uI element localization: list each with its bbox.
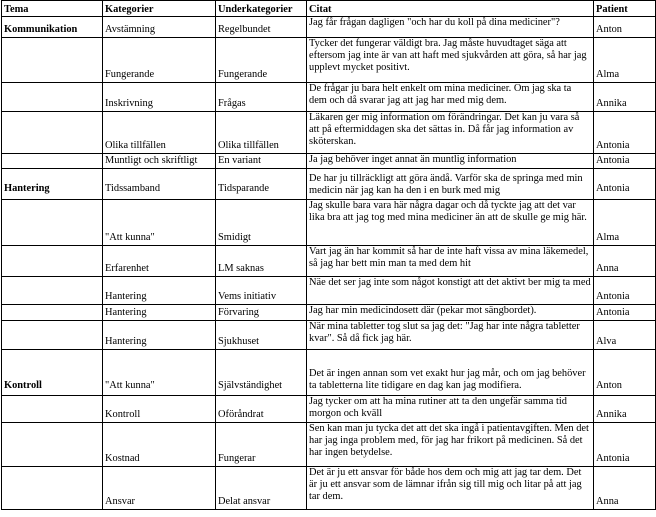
patient-cell: Antonia [594,169,656,200]
table-row [2,112,656,154]
tema-empty-cell [2,38,103,83]
kategori-cell: Olika tillfällen [103,112,216,154]
table-row [2,277,656,305]
header-row [2,1,656,17]
header-tema: Tema [2,1,103,17]
underkategori-cell: Oföråndrat [216,396,307,423]
tema-empty-cell [2,305,103,321]
tema-empty-cell [2,246,103,277]
table-row [2,200,656,246]
underkategori-cell: LM saknas [216,246,307,277]
underkategori-cell: Olika tillfällen [216,112,307,154]
citat-cell: Sen kan man ju tycka det att det ska ingå i patientavgiften. Men det har jag inga problem med, för jag har frikort på medicinen. Så det har ingen betydelse. [307,423,594,467]
underkategori-cell: Delat ansvar [216,467,307,510]
citat-cell: Vart jag än har kommit så har de inte haft vissa av mina läkemedel, så jag har bett min man ta med dem hit [307,246,594,277]
citat-cell: Läkaren ger mig information om förändringar. Det kan ju vara så att på eftermiddagen ska det sättas in. Då får jag information av sköterskan. [307,112,594,154]
patient-cell: Annika [594,83,656,112]
kategori-cell: Avstämning [103,17,216,38]
kategori-cell: Ansvar [103,467,216,510]
citat-cell: Jag skulle bara vara här några dagar och då tyckte jag att det var lika bra att jag tog med mina mediciner än att de skulle ge mig här. [307,200,594,246]
table-row [2,83,656,112]
citat-cell: Jag tycker om att ha mina rutiner att ta den ungefär samma tid morgon och kväll [307,396,594,423]
table-row [2,321,656,350]
kategori-cell: Fungerande [103,38,216,83]
citat-cell: Näe det ser jag inte som något konstigt att det aktivt ber mig ta med [307,277,594,305]
patient-cell: Anton [594,350,656,396]
table-row [2,350,656,396]
patient-cell: Alma [594,38,656,83]
patient-cell: Alva [594,321,656,350]
table-row [2,169,656,200]
tema-cell: Kontroll [2,350,103,396]
underkategori-cell: Fungerar [216,423,307,467]
tema-cell: Kommunikation [2,17,103,38]
kategori-cell: Hantering [103,321,216,350]
patient-cell: Annika [594,396,656,423]
kategori-cell: Hantering [103,277,216,305]
table-row [2,154,656,169]
kategori-cell: Erfarenhet [103,246,216,277]
citat-cell: Jag får frågan dagligen "och har du koll på dina mediciner"? [307,17,594,38]
patient-cell: Antonia [594,423,656,467]
citat-cell: Jag har min medicindosett där (pekar mot sängbordet). [307,305,594,321]
header-citat: Citat [307,1,594,17]
patient-cell: Antonia [594,112,656,154]
table-row [2,423,656,467]
citat-cell: När mina tabletter tog slut sa jag det: "Jag har inte några tabletter kvar". Så då fick jag här. [307,321,594,350]
underkategori-cell: Fungerande [216,38,307,83]
underkategori-cell: En variant [216,154,307,169]
kategori-cell: Kostnad [103,423,216,467]
citat-cell: Ja jag behöver inget annat än muntlig information [307,154,594,169]
citat-cell: Det är ingen annan som vet exakt hur jag mår, och om jag behöver ta tabletterna lite tidigare en dag kan jag modifiera. [307,350,594,396]
kategori-cell: Hantering [103,305,216,321]
underkategori-cell: Vems initiativ [216,277,307,305]
citat-cell: Det är ju ett ansvar för både hos dem och mig att jag tar dem. Det är ju ett ansvar som de lämnar ifrån sig till mig och litar på att jag tar dem. [307,467,594,510]
tema-empty-cell [2,83,103,112]
kategori-cell: Inskrivning [103,83,216,112]
tema-empty-cell [2,321,103,350]
table-row [2,17,656,38]
citat-cell: De har ju tillräckligt att göra ändå. Varför ska de springa med min medicin när jag kan ha den i en burk med mig [307,169,594,200]
patient-cell: Antonia [594,305,656,321]
tema-empty-cell [2,277,103,305]
table-row [2,38,656,83]
underkategori-cell: Sjukhuset [216,321,307,350]
citat-cell: Tycker det fungerar väldigt bra. Jag måste huvudtaget säga att eftersom jag inte är van att haft med sjukvården att göra, så har jag upplevt mycket positivt. [307,38,594,83]
kategori-cell: Tidssamband [103,169,216,200]
header-kategorier: Kategorier [103,1,216,17]
table-row [2,305,656,321]
citat-cell: De frågar ju bara helt enkelt om mina mediciner. Om jag ska ta dem och då svarar jag att jag har med mig dem. [307,83,594,112]
header-patient: Patient [594,1,656,17]
kategori-cell: Kontroll [103,396,216,423]
tema-cell: Hantering [2,169,103,200]
underkategori-cell: Självständighet [216,350,307,396]
patient-cell: Antonia [594,277,656,305]
table-row [2,246,656,277]
tema-empty-cell [2,112,103,154]
tema-empty-cell [2,154,103,169]
table-row [2,396,656,423]
underkategori-cell: Förvaring [216,305,307,321]
patient-cell: Antonia [594,154,656,169]
kategori-cell: "Att kunna" [103,200,216,246]
underkategori-cell: Tidsparande [216,169,307,200]
patient-cell: Anna [594,246,656,277]
underkategori-cell: Regelbundet [216,17,307,38]
tema-empty-cell [2,200,103,246]
analysis-table [1,0,656,510]
header-underkategorier: Underkategorier [216,1,307,17]
patient-cell: Anton [594,17,656,38]
kategori-cell: "Att kunna" [103,350,216,396]
patient-cell: Anna [594,467,656,510]
kategori-cell: Muntligt och skriftligt [103,154,216,169]
underkategori-cell: Smidigt [216,200,307,246]
table-row [2,467,656,510]
patient-cell: Alma [594,200,656,246]
tema-empty-cell [2,423,103,467]
underkategori-cell: Frågas [216,83,307,112]
tema-empty-cell [2,467,103,510]
tema-empty-cell [2,396,103,423]
